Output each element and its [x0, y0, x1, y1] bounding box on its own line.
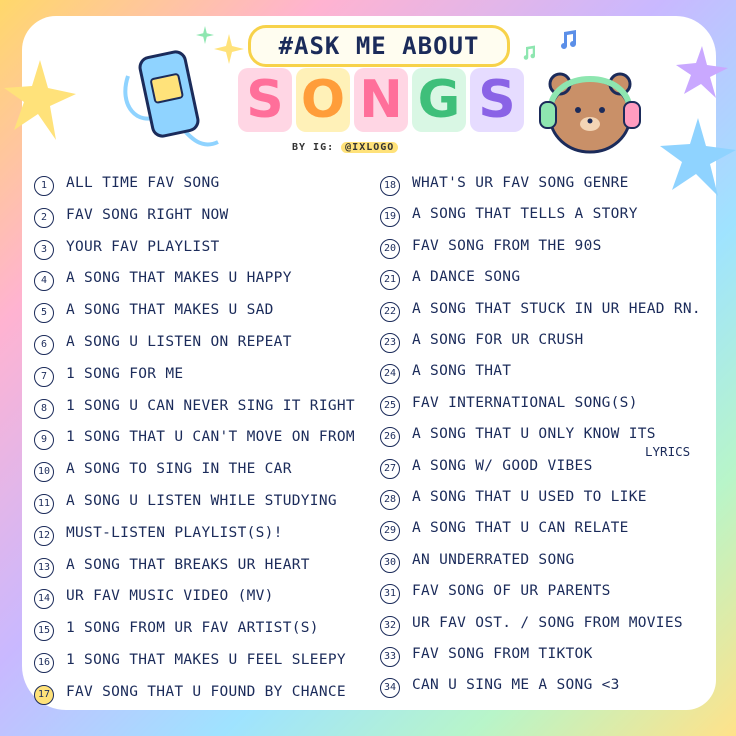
question-item — [34, 172, 384, 202]
question-number: 19 — [380, 207, 400, 227]
question-item — [380, 266, 710, 296]
question-item — [34, 204, 384, 234]
question-text: A SONG THAT U USED TO LIKE — [412, 489, 647, 505]
header — [0, 0, 736, 170]
question-text: ALL TIME FAV SONG — [66, 175, 220, 191]
question-text: 1 SONG FROM UR FAV ARTIST(S) — [66, 620, 319, 637]
title-letter: N — [354, 68, 408, 132]
question-number: 2 — [34, 208, 54, 228]
question-text: A SONG THAT MAKES U HAPPY — [66, 270, 292, 287]
question-item — [34, 236, 384, 266]
question-item — [380, 674, 710, 704]
lyrics-note: LYRICS — [645, 444, 691, 459]
question-item — [34, 649, 384, 679]
question-text: A SONG THAT BREAKS UR HEART — [66, 556, 310, 573]
question-item — [34, 331, 384, 361]
byline — [292, 142, 432, 158]
byline-handle: @IXLOGO — [341, 142, 398, 153]
question-item — [380, 329, 710, 359]
question-item — [34, 458, 384, 488]
question-text: A SONG U LISTEN WHILE STUDYING — [66, 493, 337, 509]
question-text: AN UNDERRATED SONG — [412, 551, 575, 568]
question-number: 34 — [380, 678, 400, 698]
question-number: 12 — [34, 526, 54, 546]
question-text: A SONG THAT TELLS A STORY — [412, 206, 638, 223]
question-text: 1 SONG THAT MAKES U FEEL SLEEPY — [66, 652, 346, 668]
question-text: FAV INTERNATIONAL SONG(S) — [412, 394, 638, 411]
question-text: A SONG W/ GOOD VIBES — [412, 457, 593, 474]
question-number: 9 — [34, 430, 54, 450]
question-item — [380, 549, 710, 579]
question-text: FAV SONG OF UR PARENTS — [412, 583, 611, 600]
question-item — [380, 360, 710, 390]
question-text: 1 SONG THAT U CAN'T MOVE ON FROM — [66, 429, 355, 446]
question-text: FAV SONG THAT U FOUND BY CHANCE — [66, 683, 346, 700]
question-text: A SONG FOR UR CRUSH — [412, 332, 584, 348]
question-number: 1 — [34, 176, 54, 196]
question-number: 28 — [380, 490, 400, 510]
question-item — [34, 426, 384, 456]
question-text: 1 SONG U CAN NEVER SING IT RIGHT — [66, 397, 355, 414]
question-item — [34, 681, 384, 711]
question-number: 6 — [34, 335, 54, 355]
question-item — [34, 395, 384, 425]
question-number: 24 — [380, 364, 400, 384]
question-number: 22 — [380, 302, 400, 322]
question-number: 30 — [380, 553, 400, 573]
question-text: A SONG THAT U CAN RELATE — [412, 520, 629, 537]
question-number: 5 — [34, 303, 54, 323]
question-item — [380, 298, 710, 328]
question-text: A SONG THAT STUCK IN UR HEAD RN. — [412, 300, 701, 317]
question-text: CAN U SING ME A SONG <3 — [412, 677, 620, 694]
question-item — [34, 522, 384, 552]
question-number: 4 — [34, 271, 54, 291]
question-item — [34, 554, 384, 584]
question-number: 31 — [380, 584, 400, 604]
question-item — [380, 172, 710, 202]
question-text: A SONG TO SING IN THE CAR — [66, 461, 292, 478]
question-item — [34, 363, 384, 393]
question-text: UR FAV OST. / SONG FROM MOVIES — [412, 614, 683, 631]
title-letter: G — [412, 68, 466, 132]
question-text: A SONG THAT MAKES U SAD — [66, 302, 274, 319]
question-number: 7 — [34, 367, 54, 387]
hashtag-title: #ASK ME ABOUT — [248, 25, 510, 67]
question-item — [34, 585, 384, 615]
question-item — [380, 203, 710, 233]
question-number: 25 — [380, 396, 400, 416]
question-text: A SONG THAT U ONLY KNOW ITS — [412, 426, 656, 443]
title-letter: O — [296, 68, 350, 132]
question-item — [34, 299, 384, 329]
question-number: 21 — [380, 270, 400, 290]
question-number: 23 — [380, 333, 400, 353]
title-letter: S — [238, 68, 292, 132]
question-text: UR FAV MUSIC VIDEO (MV) — [66, 588, 274, 605]
question-item — [380, 235, 710, 265]
byline-prefix: BY IG: — [292, 142, 335, 153]
question-item — [380, 580, 710, 610]
question-item — [380, 486, 710, 516]
question-number: 8 — [34, 399, 54, 419]
question-item — [34, 617, 384, 647]
question-item — [380, 517, 710, 547]
question-text: YOUR FAV PLAYLIST — [66, 238, 220, 255]
question-number: 3 — [34, 240, 54, 260]
question-text: A SONG THAT — [412, 363, 512, 380]
question-text: FAV SONG FROM TIKTOK — [412, 646, 593, 662]
question-text: 1 SONG FOR ME — [66, 365, 184, 382]
question-number: 20 — [380, 239, 400, 259]
songs-title — [238, 68, 538, 142]
question-text: WHAT'S UR FAV SONG GENRE — [412, 175, 629, 191]
question-text: FAV SONG RIGHT NOW — [66, 206, 229, 223]
question-number: 11 — [34, 494, 54, 514]
question-number: 27 — [380, 459, 400, 479]
question-number: 13 — [34, 558, 54, 578]
question-number: 32 — [380, 616, 400, 636]
question-number: 18 — [380, 176, 400, 196]
question-item — [380, 612, 710, 642]
question-number: 10 — [34, 462, 54, 482]
question-number: 29 — [380, 521, 400, 541]
question-text: FAV SONG FROM THE 90S — [412, 237, 602, 254]
question-item — [380, 392, 710, 422]
question-item — [380, 455, 710, 485]
question-number: 14 — [34, 589, 54, 609]
title-letter: S — [470, 68, 524, 132]
question-number: 15 — [34, 621, 54, 641]
question-number: 17 — [34, 685, 54, 705]
question-item — [34, 267, 384, 297]
question-item — [34, 490, 384, 520]
question-text: A DANCE SONG — [412, 269, 521, 286]
question-text: MUST-LISTEN PLAYLIST(S)! — [66, 524, 283, 541]
question-item — [380, 643, 710, 673]
question-number: 33 — [380, 647, 400, 667]
question-number: 16 — [34, 653, 54, 673]
question-text: A SONG U LISTEN ON REPEAT — [66, 334, 292, 350]
question-number: 26 — [380, 427, 400, 447]
